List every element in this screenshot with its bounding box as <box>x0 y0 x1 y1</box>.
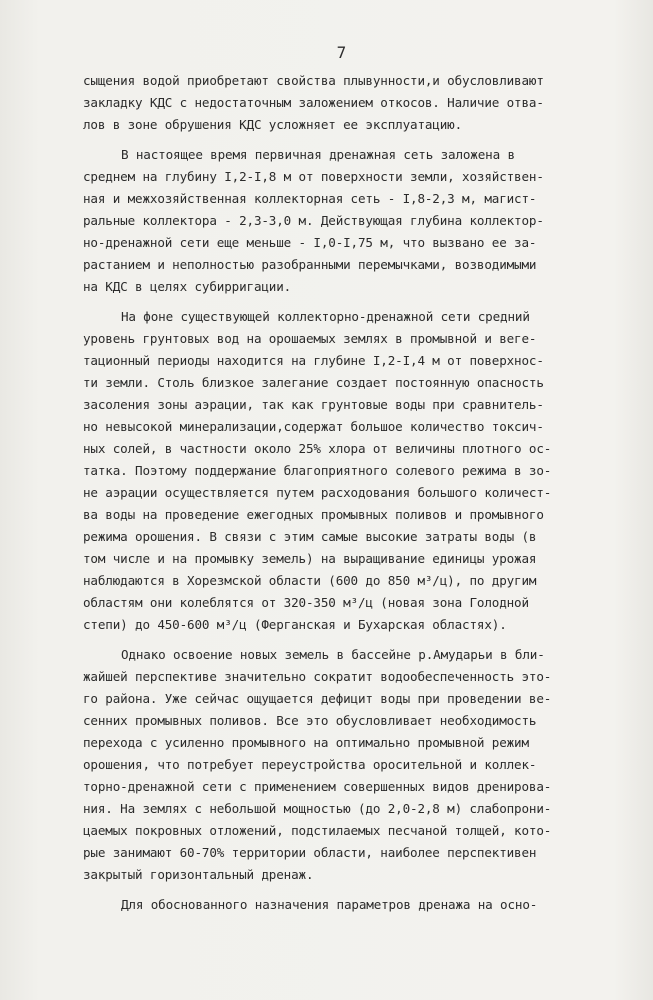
text-line: цаемых покровных отложений, подстилаемых песчаной толщей, кото- <box>83 823 552 838</box>
text-line: ральные коллектора - 2,3-3,0 м. Действующая глубина коллектор- <box>83 213 544 228</box>
paragraph-gap <box>83 636 613 644</box>
text-line: На фоне существующей коллекторно-дренажной сети средний <box>121 309 530 324</box>
text-line: перехода с усиленно промывного на оптимально промывной режим <box>83 735 529 750</box>
text-line: ти земли. Столь близкое залегание создает постоянную опасность <box>83 375 544 390</box>
paragraph <box>83 644 613 886</box>
text-line: го района. Уже сейчас ощущается дефицит воды при проведении ве- <box>83 691 552 706</box>
text-line: закладку КДС с недостаточным заложением откосов. Наличие отва- <box>83 95 544 110</box>
paragraph-gap <box>83 298 613 306</box>
text-line: засоления зоны аэрации, так как грунтовые воды при сравнитель- <box>83 397 544 412</box>
text-line: режима орошения. В связи с этим самые высокие затраты воды (в <box>83 529 537 544</box>
text-line: ная и межхозяйственная коллекторная сеть - I,8-2,3 м, магист- <box>83 191 537 206</box>
text-line: ных солей, в частности около 25% хлора от величины плотного ос- <box>83 441 552 456</box>
text-line: Для обоснованного назначения параметров дренажа на осно- <box>121 897 538 912</box>
text-line: торно-дренажной сети с применением совершенных видов дренирова- <box>83 779 552 794</box>
text-line: не аэрации осуществляется путем расходования большого количест- <box>83 485 552 500</box>
text-line: степи) до 450-600 м³/ц (Ферганская и Бухарская областях). <box>83 617 507 632</box>
text-line: жайшей перспективе значительно сократит водообеспеченность это- <box>83 669 552 684</box>
text-line: лов в зоне обрушения КДС усложняет ее эксплуатацию. <box>83 117 463 132</box>
text-line: среднем на глубину I,2-I,8 м от поверхности земли, хозяйствен- <box>83 169 544 184</box>
paragraph <box>83 70 613 136</box>
text-line: растанием и неполностью разобранными перемычками, возводимыми <box>83 257 537 272</box>
paragraph <box>83 144 613 298</box>
text-line: на КДС в целях субирригации. <box>83 279 292 294</box>
paragraph <box>83 894 613 916</box>
text-line: орошения, что потребует переустройства оросительной и коллек- <box>83 757 537 772</box>
body-text <box>83 70 613 916</box>
text-line: рые занимают 60-70% территории области, наиболее перспективен <box>83 845 537 860</box>
text-line: сенних промывных поливов. Все это обусловливает необходимость <box>83 713 537 728</box>
text-line: В настоящее время первичная дренажная сеть заложена в <box>121 147 515 162</box>
text-line: тационный периоды находится на глубине I,2-I,4 м от поверхнос- <box>83 353 544 368</box>
paragraph-gap <box>83 136 613 144</box>
text-line: том числе и на промывку земель) на выращивание единицы урожая <box>83 551 537 566</box>
text-line: сыщения водой приобретают свойства плывунности,и обусловливают <box>83 73 544 88</box>
text-line: закрытый горизонтальный дренаж. <box>83 867 314 882</box>
text-line: наблюдаются в Хорезмской области (600 до 850 м³/ц), по другим <box>83 573 537 588</box>
paragraph <box>83 306 613 636</box>
text-line: но невысокой минерализации,содержат большое количество токсич- <box>83 419 544 434</box>
text-line: ва воды на проведение ежегодных промывных поливов и промывного <box>83 507 544 522</box>
text-line: уровень грунтовых вод на орошаемых землях в промывной и веге- <box>83 331 537 346</box>
text-line: областям они колеблятся от 320-350 м³/ц (новая зона Голодной <box>83 595 529 610</box>
paragraph-gap <box>83 886 613 894</box>
text-line: ния. На землях с небольшой мощностью (до 2,0-2,8 м) слабопрони- <box>83 801 552 816</box>
text-line: Однако освоение новых земель в бассейне р.Амударьи в бли- <box>121 647 545 662</box>
text-line: татка. Поэтому поддержание благоприятного солевого режима в зо- <box>83 463 552 478</box>
page-number: 7 <box>336 43 347 62</box>
text-line: но-дренажной сети еще меньше - I,0-I,75 м, что вызвано ее за- <box>83 235 537 250</box>
